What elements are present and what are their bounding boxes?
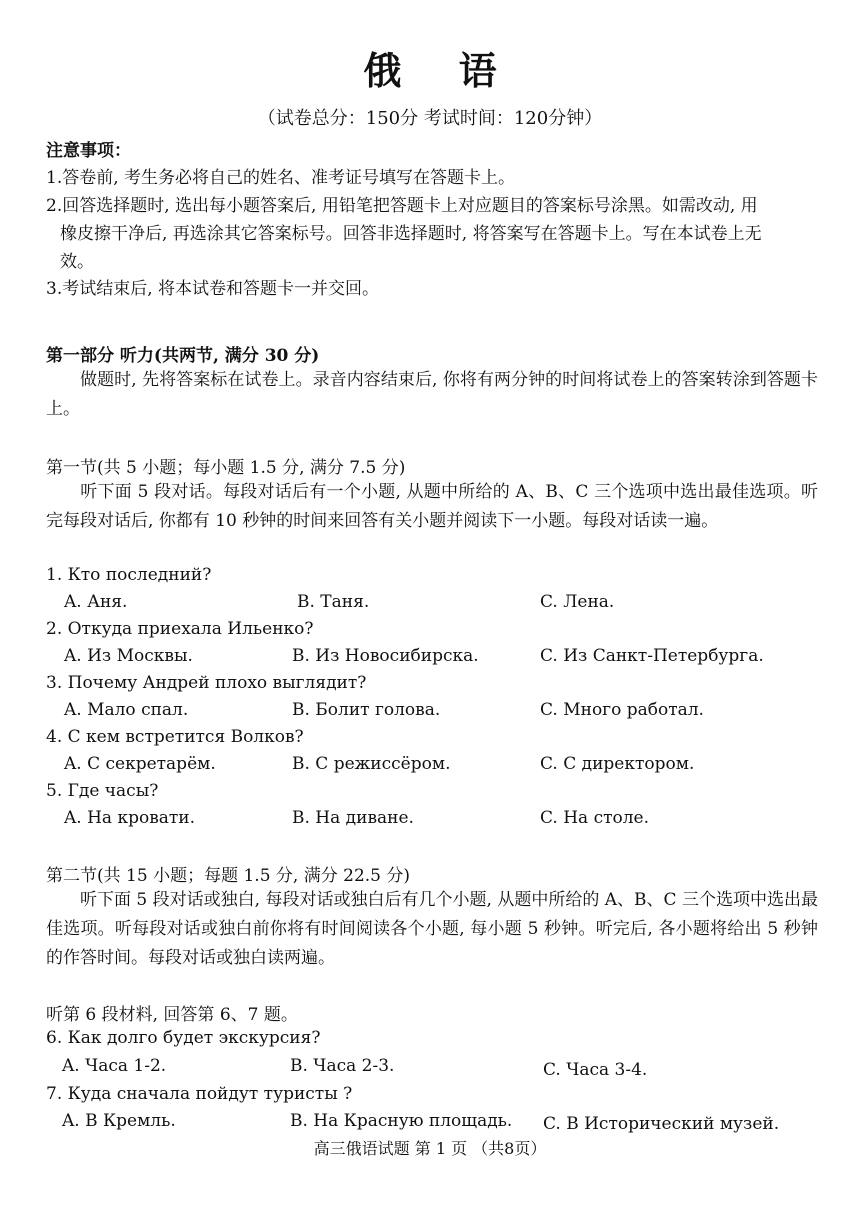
question-7: 7. Куда сначала пойдут туристы ? [46, 1084, 353, 1104]
option-b: B. На Красную площадь. [290, 1111, 513, 1131]
part1-intro-text: 做题时, 先将答案标在试卷上。录音内容结束后, 你将有两分钟的时间将试卷上的答案转涂到答题卡上。 [46, 370, 818, 419]
question-6: 6. Как долго будет экскурсия? [46, 1028, 321, 1048]
part1-intro [46, 366, 818, 424]
option-c: C. Часа 3-4. [543, 1060, 648, 1080]
option-a: A. Мало спал. [64, 700, 189, 720]
option-c: C. Много работал. [540, 700, 704, 720]
question-3: 3. Почему Андрей плохо выглядит? [46, 673, 367, 693]
question-1: 1. Кто последний? [46, 565, 212, 585]
option-b: B. Часа 2-3. [290, 1056, 395, 1076]
page-footer: 高三俄语试题 第 1 页 （共8页） [313, 1139, 547, 1158]
option-c: C. В Исторический музей. [543, 1114, 780, 1134]
note-item: 2.回答选择题时, 选出每小题答案后, 用铅笔把答题卡上对应题目的答案标号涂黑。如需改动, 用 [46, 196, 758, 216]
section1-heading: 第一节(共 5 小题；每小题 1.5 分, 满分 7.5 分) [46, 458, 406, 478]
note-item: 3.考试结束后, 将本试卷和答题卡一并交回。 [46, 279, 380, 299]
option-a: A. На кровати. [64, 808, 196, 828]
option-a: A. Часа 1-2. [62, 1056, 167, 1076]
option-c: C. Из Санкт-Петербурга. [540, 646, 764, 666]
option-c: C. Лена. [540, 592, 615, 612]
option-b: B. На диване. [292, 808, 414, 828]
option-a: A. Аня. [64, 592, 128, 612]
option-c: C. На столе. [540, 808, 649, 828]
question-2: 2. Откуда приехала Ильенко? [46, 619, 314, 639]
material-instruction: 听第 6 段材料, 回答第 6、7 题。 [46, 1005, 298, 1025]
question-5: 5. Где часы? [46, 781, 159, 801]
option-c: C. С директором. [540, 754, 695, 774]
notes-heading: 注意事项： [46, 141, 131, 161]
option-b: B. С режиссёром. [292, 754, 451, 774]
part1-heading: 第一部分 听力(共两节, 满分 30 分) [46, 346, 320, 366]
option-a: A. С секретарём. [64, 754, 216, 774]
option-a: A. В Кремль. [62, 1111, 176, 1131]
option-a: A. Из Москвы. [64, 646, 193, 666]
option-b: B. Болит голова. [292, 700, 441, 720]
section2-intro [46, 886, 818, 973]
note-item: 橡皮擦干净后, 再选涂其它答案标号。回答非选择题时, 将答案写在答题卡上。写在本试卷上无 [60, 224, 762, 244]
note-item: 1.答卷前, 考生务必将自己的姓名、准考证号填写在答题卡上。 [46, 168, 516, 188]
section2-heading: 第二节(共 15 小题；每题 1.5 分, 满分 22.5 分) [46, 866, 411, 886]
note-item: 效。 [60, 252, 94, 272]
section1-intro [46, 478, 818, 536]
question-4: 4. С кем встретится Волков? [46, 727, 304, 747]
page-title: 俄 语 [363, 48, 519, 93]
section1-intro-text: 听下面 5 段对话。每段对话后有一个小题, 从题中所给的 A、B、C 三个选项中选出最佳选项。听完每段对话后, 你都有 10 秒钟的时间来回答有关小题并阅读下一小题。每段对话读一遍。 [46, 482, 818, 531]
option-b: B. Таня. [297, 592, 370, 612]
option-b: B. Из Новосибирска. [292, 646, 479, 666]
section2-intro-text: 听下面 5 段对话或独白, 每段对话或独白后有几个小题, 从题中所给的 A、B、C 三个选项中选出最佳选项。听每段对话或独白前你将有时间阅读各个小题, 每小题 5 秒钟。听完后, 各小题将给出 5 秒钟的作答时间。每段对话或独白读两遍。 [46, 890, 818, 968]
exam-meta: （试卷总分：150分 考试时间：120分钟） [257, 108, 603, 129]
